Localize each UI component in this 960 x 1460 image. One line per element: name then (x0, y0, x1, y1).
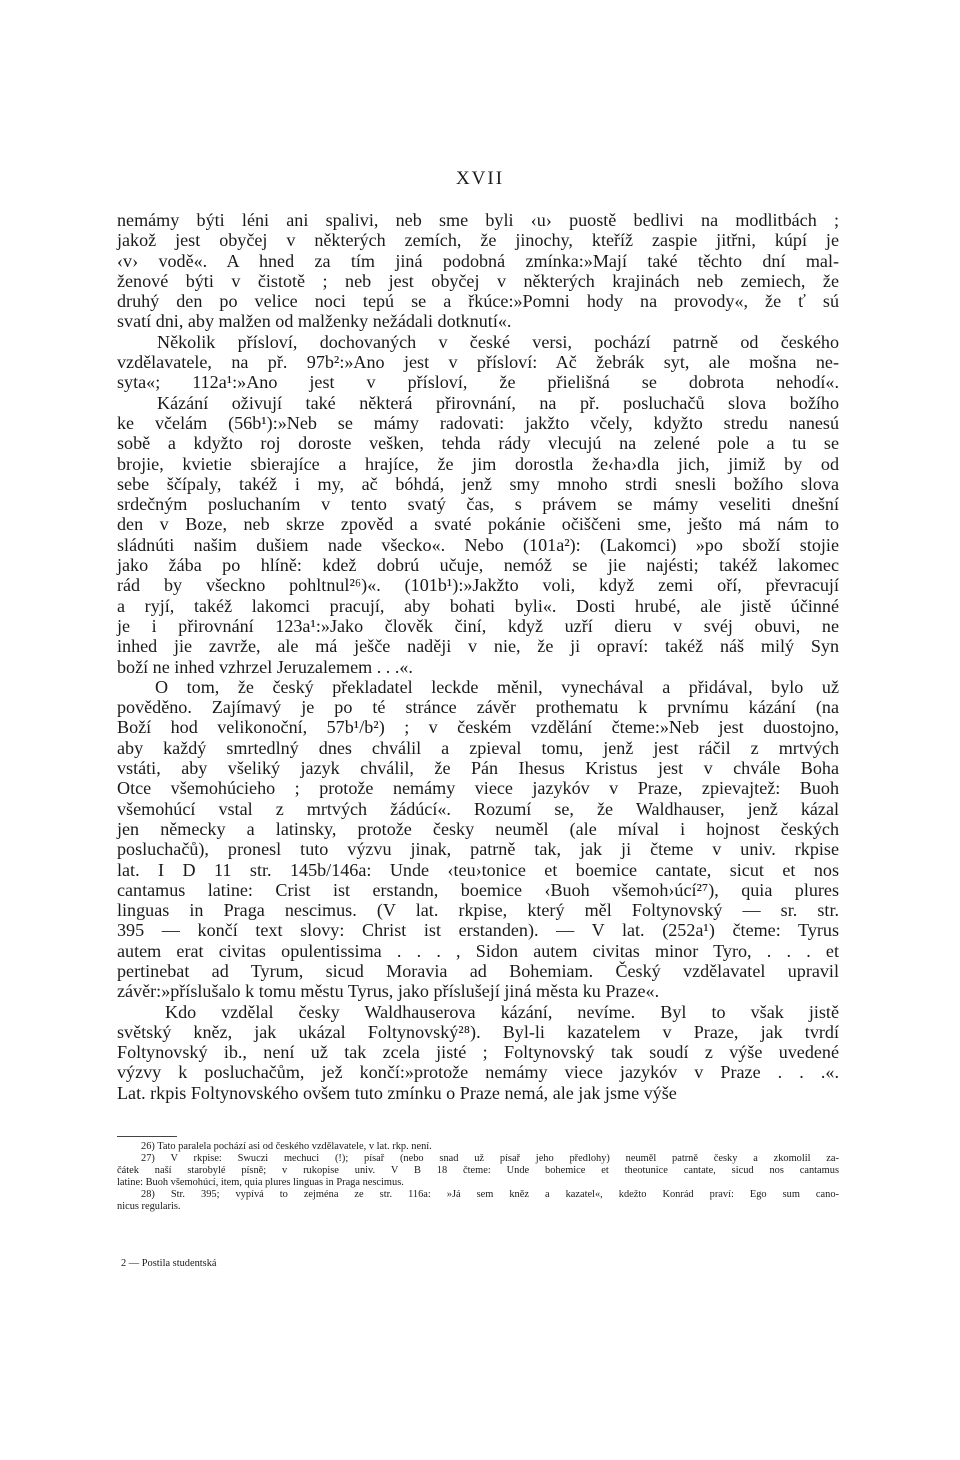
text-line: vzdělavatele, na př. 97b²:»Ano jest v přísloví: Ač žebrák syt, ale mošna ne- (117, 352, 839, 373)
text-line: vstáti, aby všeliký jazyk chválil, že Pán Ihesus Kristus jest v chvále Boha (117, 758, 839, 779)
text-line: linguas in Praga nescimus. (V lat. rkpise, který měl Foltynovský — sr. str. (117, 900, 839, 921)
text-line: lat. I D 11 str. 145b/146a: Unde ‹teu›tonice et boemice cantate, sicut et nos (117, 859, 839, 880)
text-line: Několik přísloví, dochovaných v české versi, pochází patrně od českého (157, 331, 839, 352)
text-line: ženové býti v čistotě ; neb jest obyčej v některých krajinách neb zemiech, že (117, 270, 839, 291)
text-line: sebe ščípaly, takéž i my, ač bóhdá, jenž smy mnoho strdi snesli božího slova (117, 473, 839, 494)
footnote-line: nicus regularis. (117, 1201, 181, 1213)
text-line: O tom, že český překladatel leckde měnil, vynechával a přidával, bylo už (155, 676, 839, 697)
text-line: a ryjí, takéž lakomci pracují, aby bohati byli«. Dosti hrubé, ale jistě účinné (117, 595, 839, 616)
text-line: je i přirovnání 123a¹:»Jako člověk činí, když uzří dieru v svéj obuvi, ne (117, 615, 839, 636)
text-line: ‹v› vodě«. A hned za tím jiná podobná zmínka:»Mají také těchto dní mal- (117, 250, 839, 271)
text-line: syta«; 112a¹:»Ano jest v přísloví, že přielišná se dobrota nehodí«. (117, 372, 839, 393)
text-line: srdečným posluchaním v tento svatý čas, s právem se mámy veseliti dnešní (117, 494, 839, 515)
text-line: Lat. rkpis Foltynovského ovšem tuto zmínku o Praze nemá, ale jak jsme výše (117, 1082, 677, 1103)
text-line: posluchačů), pronesl tuto výzvu jinak, patrně tak, jak ji čteme v univ. rkpise (117, 839, 839, 860)
text-line: pověděno. Zajímavý je po té stránce závěr prothematu k prvnímu kázání (na (117, 697, 839, 718)
text-line: jakož jest obyčej v některých zemích, že jinochy, kteříž zaspie jitřni, kúpí je (117, 230, 839, 251)
footnote-line: čátek naší starobylé písně; v rukopise univ. V B 18 čteme: Unde bohemice et theotunice cantate, sicud nos cantamus (117, 1165, 839, 1177)
text-line: Kázání oživují také některá přirovnání, na př. posluchačů slova božího (157, 392, 839, 413)
footnote-line: 27) V rkpise: Swuczi mechuci (!); písař (nebo snad už písař jeho předlohy) neuměl patrně česky a zkomolil za- (141, 1153, 839, 1165)
footnote-line: 28) Str. 395; vypívá to zejména ze str. 116a: »Já sem kněz a kazatel«, kdežto Konrád praví: Ego sum cano- (141, 1189, 839, 1201)
printer-signature: 2 — Postila studentská (121, 1258, 217, 1269)
text-line: sládnúti našim dušiem nade všecko«. Nebo (101a²): (Lakomci) »po sboží stojie (117, 534, 839, 555)
text-line: světský kněz, jak ukázal Foltynovský²⁸). Byl-li kazatelem v Praze, jak tvrdí (117, 1021, 839, 1042)
text-line: výzvy k posluchačům, jež končí:»protože nemámy viece jazykóv v Praze . . .«. (117, 1062, 839, 1083)
text-line: aby každý smrtedlný dnes chválil a zpieval tomu, jenž jest ráčil z mrtvých (117, 737, 839, 758)
text-line: brojie, kvietie sbierajíce a hrajíce, že jim dorostla že‹ha›dla jich, jimiž by od (117, 453, 839, 474)
body-text (117, 210, 839, 1103)
footnote-rule (117, 1136, 177, 1137)
text-line: Foltynovský ib., není už tak zcela jisté ; Foltynovský tak soudí z výše uvedené (117, 1042, 839, 1063)
text-line: závěr:»příslušalo k tomu městu Tyrus, jako příslušejí jiná města ku Praze«. (117, 981, 660, 1002)
text-line: Kdo vzdělal česky Waldhauserova kázání, nevíme. Byl to však jistě (165, 1001, 839, 1022)
text-line: sobě a kdyžto roj doroste vešken, tehda rády vlecujú na zelené pole a tu se (117, 433, 839, 454)
text-line: inhed jie zavrže, ale má ješče naději v nie, že ji opraví: takéž náš milý Syn (117, 636, 839, 657)
text-line: jen německy a latinsky, protože česky neuměl (ale míval i hojnost českých (117, 818, 839, 839)
footnote-line: latine: Buoh všemohúcí, item, quia plures linguas in Praga nescimus. (117, 1177, 404, 1189)
text-line: druhý den po velice noci tepú se a řkúce:»Pomni hody na provody«, že ť sú (117, 291, 839, 312)
page-number: XVII (455, 168, 505, 189)
footnote-line: 26) Tato paralela pochází asi od českého vzdělavatele, v lat. rkp. není. (141, 1141, 432, 1152)
text-line: jako žába po hlíně: kdež dobrú učuje, nemóž se jie najésti; takéž lakomec (117, 555, 839, 576)
text-line: den v Boze, neb skrze zpověd a svaté pokánie očiščeni sme, ještо má nám to (117, 514, 839, 535)
text-line: nemámy býti léni ani spalivi, neb sme byli ‹u› puostě bedlivi na modlitbách ; (117, 210, 839, 230)
text-line: pertinebat ad Tyrum, sicud Moravia ad Bohemiam. Český vzdělavatel upravil (117, 960, 839, 981)
text-line: Boží hod velikonoční, 57b¹/b²) ; v českém vzdělání čteme:»Neb jest duostojno, (117, 717, 839, 738)
text-line: autem erat civitas opulentissima . . . , Sidon autem civitas minor Tyro, . . . et (117, 940, 839, 961)
text-line: cantamus latine: Crist ist erstandn, boemice ‹Buoh všemoh›úcí²⁷), quia plures (117, 879, 839, 900)
text-line: svatí dni, aby malžen od malženky nežádali dotknutí«. (117, 311, 512, 332)
text-line: ke včelám (56b¹):»Neb se mámy radovati: jakžto včely, kdyžto stredu nanesú (117, 412, 839, 433)
footnotes (117, 1141, 839, 1214)
text-line: boží ne inhed vzhrzel Jeruzalemem . . .«. (117, 656, 413, 677)
text-line: 395 — končí text slovy: Christ ist erstanden). — V lat. (252a¹) čteme: Tyrus (117, 920, 839, 941)
text-line: Otce všemohúcieho ; protože nemámy viece jazykóv v Praze, zpievajtež: Buoh (117, 778, 839, 799)
text-line: rád by všeckno pohltnul²⁶)«. (101b¹):»Jakžto voli, když zemi oří, převracují (117, 575, 839, 596)
text-line: všemohúcí vstal z mrtvých žádúcí«. Rozumí se, že Waldhauser, jenž kázal (117, 798, 839, 819)
